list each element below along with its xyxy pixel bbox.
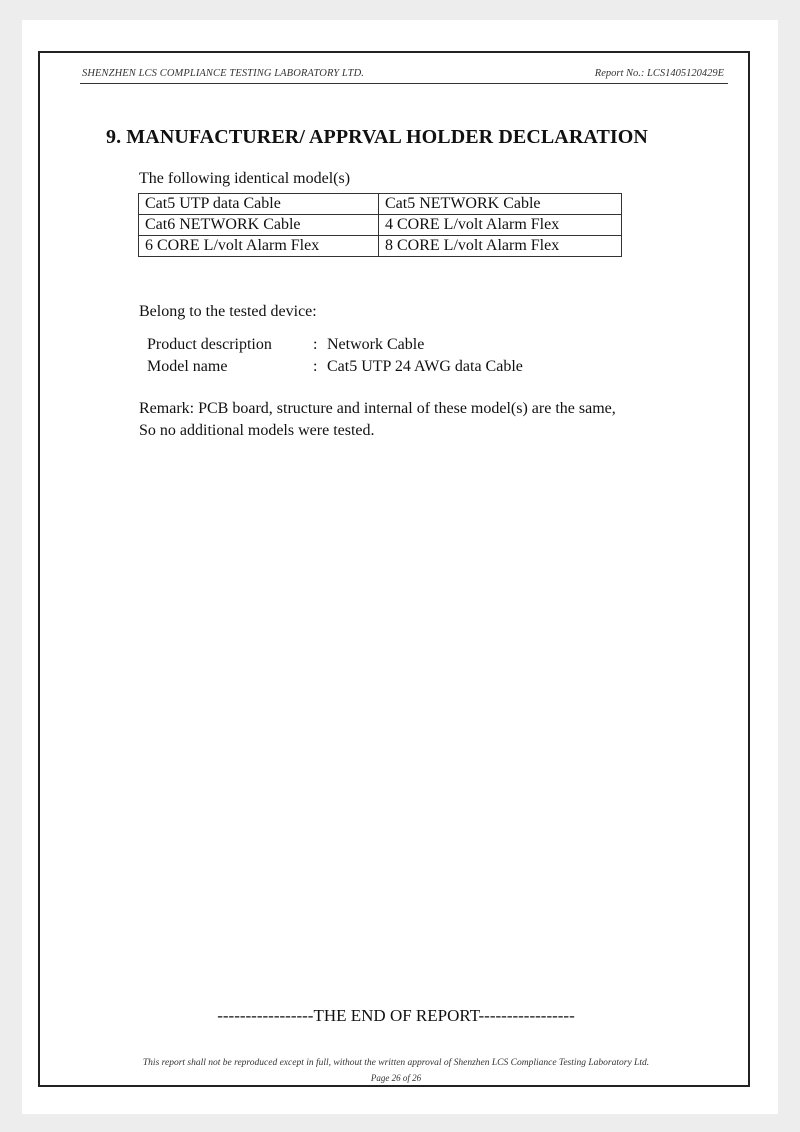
model-name-row [147, 358, 523, 376]
models-table [138, 193, 622, 257]
header-lab-name: SHENZHEN LCS COMPLIANCE TESTING LABORATORY LTD. [82, 68, 365, 79]
model-name-value: Cat5 UTP 24 AWG data Cable [327, 358, 523, 375]
section-title: 9. MANUFACTURER/ APPRVAL HOLDER DECLARATION [106, 126, 648, 148]
remark-line-2: So no additional models were tested. [139, 422, 375, 439]
belong-text: Belong to the tested device: [139, 303, 317, 320]
product-description-value: Network Cable [327, 336, 425, 353]
table-cell: 4 CORE L/volt Alarm Flex [379, 215, 622, 236]
table-row [139, 194, 622, 215]
table-cell: Cat6 NETWORK Cable [139, 215, 379, 236]
model-name-label: Model name [147, 358, 228, 375]
page-frame [38, 51, 750, 1087]
table-cell: 8 CORE L/volt Alarm Flex [379, 236, 622, 257]
remark-text [139, 398, 739, 442]
end-of-report: -----------------THE END OF REPORT----------------- [217, 1006, 575, 1025]
page-number: Page 26 of 26 [370, 1073, 422, 1083]
table-cell: 6 CORE L/volt Alarm Flex [139, 236, 379, 257]
colon: : [313, 336, 318, 353]
colon: : [313, 358, 318, 375]
table-row [139, 215, 622, 236]
table-row [139, 236, 622, 257]
footer-disclaimer: This report shall not be reproduced except in full, without the written approval of Shenzhen LCS Compliance Testing Laboratory Ltd. [142, 1058, 650, 1068]
intro-text: The following identical model(s) [139, 170, 351, 187]
header-report-number: Report No.: LCS1405120429E [594, 68, 724, 79]
product-description-row [147, 336, 424, 354]
remark-line-1: Remark: PCB board, structure and internal of these model(s) are the same, [139, 400, 616, 417]
report-page [22, 20, 778, 1114]
table-cell: Cat5 UTP data Cable [139, 194, 379, 215]
product-description-label: Product description [147, 336, 272, 353]
table-cell: Cat5 NETWORK Cable [379, 194, 622, 215]
header-divider [80, 83, 728, 84]
